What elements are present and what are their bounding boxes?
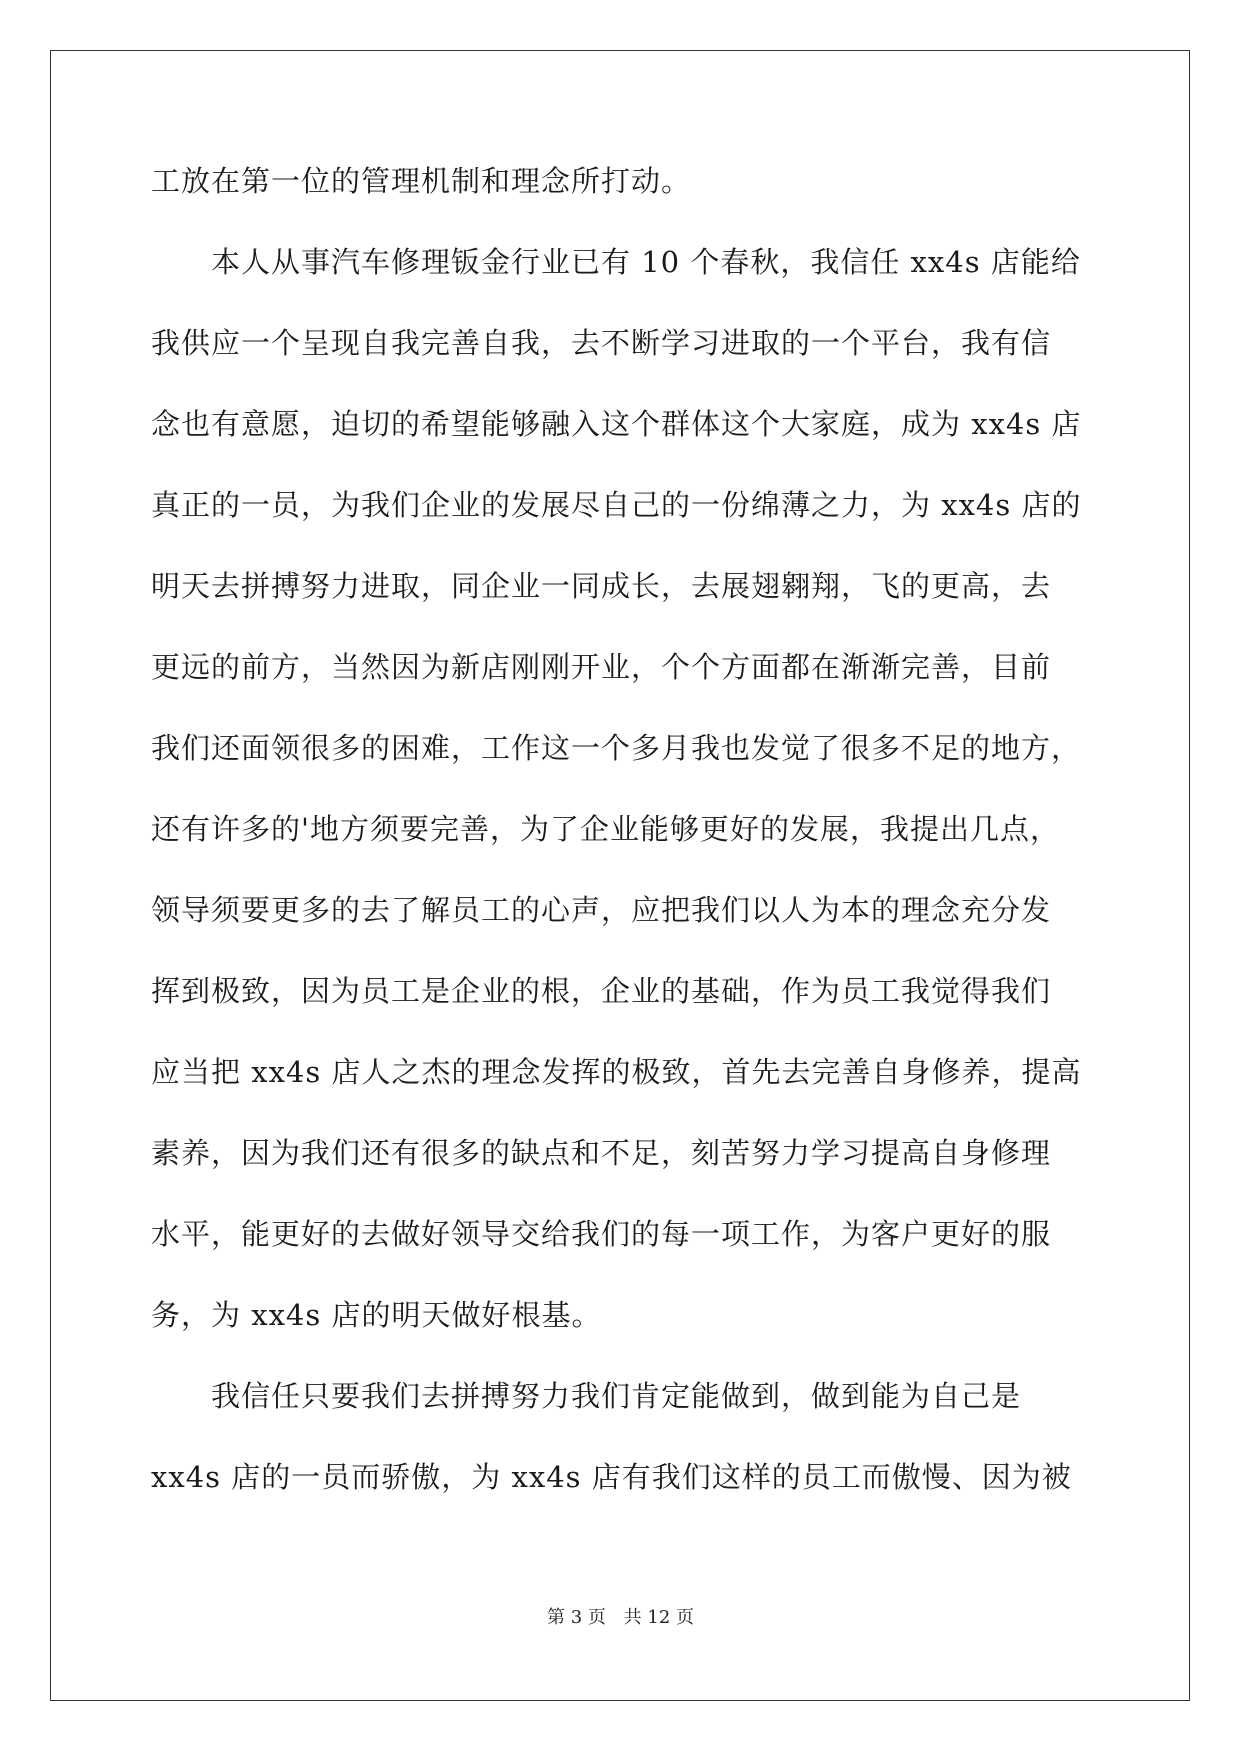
text-line: 工放在第一位的管理机制和理念所打动。 <box>151 164 692 198</box>
text-line: 应当把 xx4s 店人之杰的理念发挥的极致，首先去完善自身修养，提高 <box>151 1055 1082 1089</box>
text-line: 水平，能更好的去做好领导交给我们的每一项工作，为客户更好的服 <box>151 1217 1052 1251</box>
text-line: 我们还面领很多的困难，工作这一个多月我也发觉了很多不足的地方， <box>151 731 1082 765</box>
text-line: 还有许多的'地方须要完善，为了企业能够更好的发展，我提出几点， <box>151 812 1060 846</box>
text-line: 本人从事汽车修理钣金行业已有 10 个春秋，我信任 xx4s 店能给 <box>211 245 1081 279</box>
text-line: 我供应一个呈现自我完善自我，去不断学习进取的一个平台，我有信 <box>151 326 1052 360</box>
text-line: 明天去拼搏努力进取，同企业一同成长，去展翅翱翔，飞的更高，去 <box>151 569 1052 603</box>
document-body <box>151 156 1091 1533</box>
page-total: 共 12 页 <box>623 1607 694 1628</box>
text-line: 领导须要更多的去了解员工的心声，应把我们以人为本的理念充分发 <box>151 893 1052 927</box>
page-footer <box>0 1606 1241 1630</box>
text-line: 真正的一员，为我们企业的发展尽自己的一份绵薄之力，为 xx4s 店的 <box>151 488 1082 522</box>
text-line: 务，为 xx4s 店的明天做好根基。 <box>151 1298 602 1332</box>
text-line: 我信任只要我们去拼搏努力我们肯定能做到，做到能为自己是 <box>211 1379 1022 1413</box>
text-line: 挥到极致，因为员工是企业的根，企业的基础，作为员工我觉得我们 <box>151 974 1052 1008</box>
text-line: 更远的前方，当然因为新店刚刚开业，个个方面都在渐渐完善，目前 <box>151 650 1052 684</box>
text-line: xx4s 店的一员而骄傲，为 xx4s 店有我们这样的员工而傲慢、因为被 <box>151 1460 1072 1494</box>
page-number: 第 3 页 <box>547 1607 606 1628</box>
text-line: 素养，因为我们还有很多的缺点和不足，刻苦努力学习提高自身修理 <box>151 1136 1052 1170</box>
text-line: 念也有意愿，迫切的希望能够融入这个群体这个大家庭，成为 xx4s 店 <box>151 407 1082 441</box>
